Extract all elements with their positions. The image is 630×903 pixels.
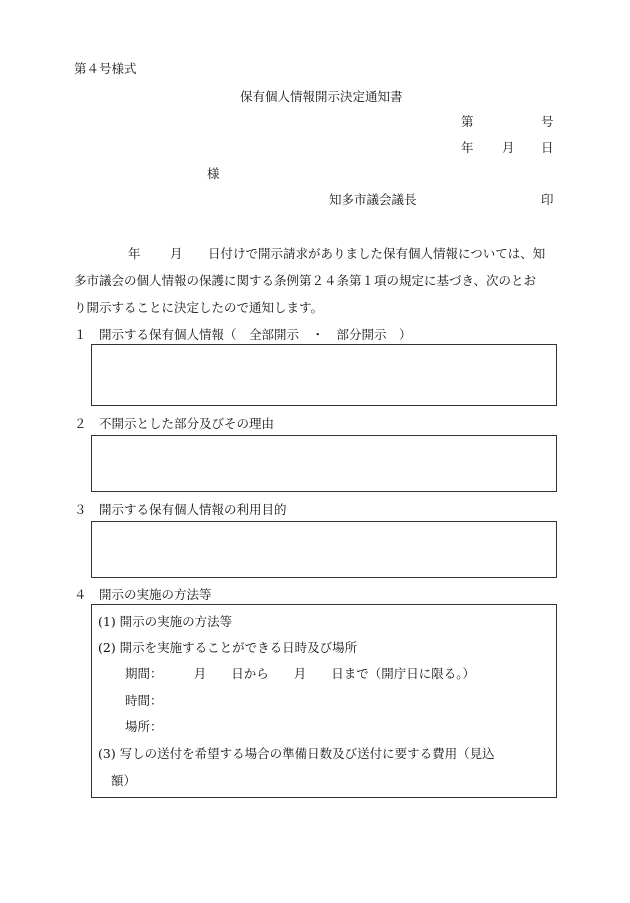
- section4-time: 時間：: [125, 693, 163, 708]
- section4-item3b: 額）: [111, 773, 137, 788]
- body-line1-rest: 日付けで開示請求がありました保有個人情報については、知: [208, 246, 546, 261]
- section1-label: １ 開示する保有個人情報（ 全部開示 ・ 部分開示 ）: [74, 327, 412, 342]
- document-title: 保有個人情報開示決定通知書: [240, 89, 403, 104]
- section3-box[interactable]: [91, 521, 557, 578]
- section4-item2: (2) 開示を実施することができる日時及び場所: [98, 640, 358, 655]
- section3-label: ３ 開示する保有個人情報の利用目的: [74, 502, 287, 517]
- section4-item1: (1) 開示の実施の方法等: [98, 614, 233, 629]
- header-dai: 第: [461, 114, 474, 129]
- recipient-sama: 様: [207, 166, 220, 181]
- seal-mark: 印: [541, 192, 554, 207]
- section4-item3a: (3) 写しの送付を希望する場合の準備日数及び送付に要する費用（見込: [98, 746, 495, 761]
- header-go: 号: [541, 114, 554, 129]
- body-line2: 多市議会の個人情報の保護に関する条例第２４条第１項の規定に基づき、次のとお: [74, 273, 537, 288]
- header-hi: 日: [541, 140, 554, 155]
- form-number: 第４号様式: [74, 61, 137, 76]
- header-nen: 年: [461, 140, 474, 155]
- section1-box[interactable]: [91, 344, 557, 406]
- body-line1-tsuki: 月: [170, 246, 183, 261]
- section4-place: 場所：: [125, 719, 163, 734]
- body-line3: り開示することに決定したので通知します。: [74, 300, 324, 315]
- section2-label: ２ 不開示とした部分及びその理由: [74, 416, 275, 431]
- section4-period: 期間： 月 日から 月 日まで（開庁日に限る。）: [125, 666, 476, 681]
- section2-box[interactable]: [91, 435, 557, 492]
- header-tsuki: 月: [502, 140, 515, 155]
- issuer-name: 知多市議会議長: [329, 192, 417, 207]
- section4-label: ４ 開示の実施の方法等: [74, 587, 212, 602]
- body-line1-nen: 年: [128, 246, 141, 261]
